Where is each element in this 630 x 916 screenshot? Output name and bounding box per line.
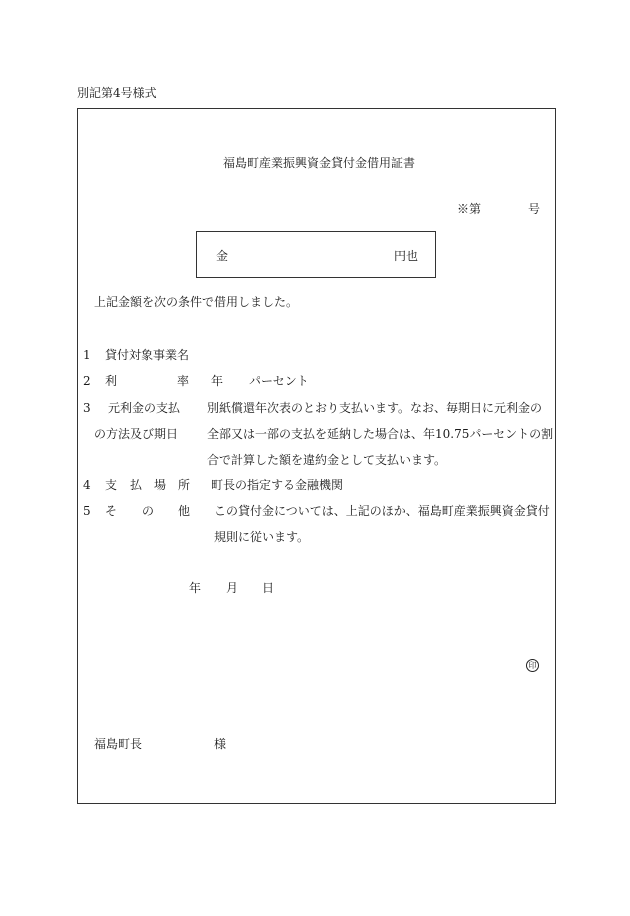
item-4-number: 4	[83, 478, 91, 492]
item-5-label-3: 他	[178, 504, 191, 518]
item-4-value: 町長の指定する金融機関	[211, 478, 344, 492]
item-3-number: 3	[83, 401, 91, 415]
intro-text: 上記金額を次の条件で借用しました。	[94, 295, 299, 309]
item-3-label-line-2: の方法及び期日	[94, 427, 179, 441]
amount-suffix: 円也	[394, 249, 419, 263]
date-month: 月	[226, 581, 239, 595]
item-5-number: 5	[83, 504, 91, 518]
item-5-label-1: そ	[105, 504, 118, 518]
item-3-value-line-3: 合で計算した額を違約金として支払います。	[207, 453, 447, 467]
item-4-label-3: 場	[154, 478, 167, 492]
item-4-label-1: 支	[105, 478, 118, 492]
item-3-value-line-2: 全部又は一部の支払を延納した場合は、年10.75パーセントの割	[207, 427, 554, 441]
item-1-label: 貸付対象事業名	[105, 348, 190, 362]
item-2-label-1: 利	[105, 374, 118, 388]
date-year: 年	[189, 581, 202, 595]
amount-prefix: 金	[216, 249, 229, 263]
item-5-value-line-1: この貸付金については、上記のほか、福島町産業振興資金貸付	[214, 504, 550, 518]
form-number: 別記第4号様式	[77, 86, 157, 100]
addressee-name: 福島町長	[94, 737, 143, 751]
date-day: 日	[262, 581, 275, 595]
seal-mark: 印	[526, 659, 539, 672]
item-4-label-2: 払	[130, 478, 143, 492]
document-title: 福島町産業振興資金貸付金借用証書	[223, 156, 416, 170]
document-number-suffix: 号	[528, 202, 541, 216]
item-3-label-line-1: 元利金の支払	[108, 401, 181, 415]
document-number-prefix: ※第	[457, 202, 482, 216]
addressee-honorific: 様	[214, 737, 227, 751]
item-4-label-4: 所	[178, 478, 191, 492]
item-2-value-year: 年	[211, 374, 224, 388]
item-2-label-2: 率	[177, 374, 190, 388]
item-1-number: 1	[83, 348, 91, 362]
item-3-value-line-1: 別紙償還年次表のとおり支払います。なお、毎期日に元利金の	[207, 401, 543, 415]
item-2-value-percent: パーセント	[249, 374, 309, 388]
item-5-label-2: の	[142, 504, 155, 518]
item-2-number: 2	[83, 374, 91, 388]
item-5-value-line-2: 規則に従います。	[214, 530, 310, 544]
